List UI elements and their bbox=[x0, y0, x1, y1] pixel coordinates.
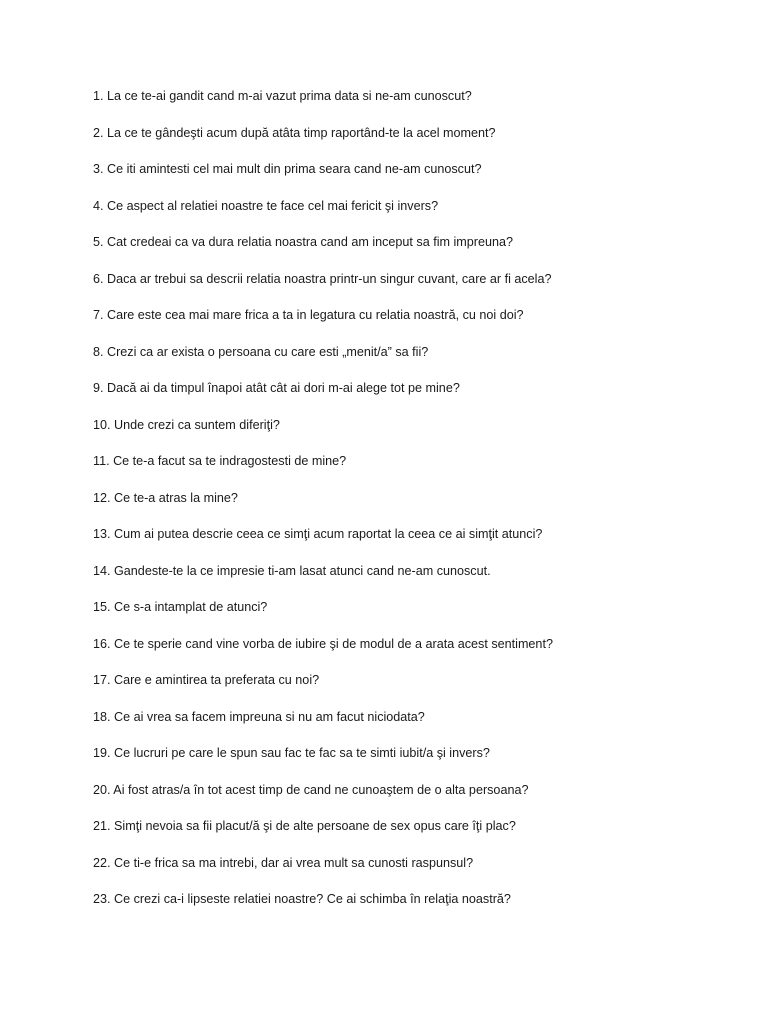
question-item: 20. Ai fost atras/a în tot acest timp de cand ne cunoaştem de o alta persoana? bbox=[93, 782, 529, 797]
question-item: 22. Ce ti-e frica sa ma intrebi, dar ai vrea mult sa cunosti raspunsul? bbox=[93, 855, 474, 870]
question-item: 18. Ce ai vrea sa facem impreuna si nu am facut niciodata? bbox=[93, 709, 425, 724]
question-item: 23. Ce crezi ca-i lipseste relatiei noastre? Ce ai schimba în relaţia noastră? bbox=[93, 892, 511, 906]
question-item: 10. Unde crezi ca suntem diferiţi? bbox=[93, 417, 280, 432]
question-item: 19. Ce lucruri pe care le spun sau fac te fac sa te simti iubit/a şi invers? bbox=[93, 746, 490, 760]
question-item: 17. Care e amintirea ta preferata cu noi? bbox=[93, 673, 320, 687]
question-item: 8. Crezi ca ar exista o persoana cu care esti „menit/a” sa fii? bbox=[93, 344, 429, 359]
question-item: 2. La ce te gândeşti acum după atâta timp raportând-te la acel moment? bbox=[93, 125, 496, 140]
question-item: 14. Gandeste-te la ce impresie ti-am lasat atunci cand ne-am cunoscut. bbox=[93, 563, 491, 578]
question-item: 12. Ce te-a atras la mine? bbox=[93, 490, 238, 505]
question-item: 9. Dacă ai da timpul înapoi atât cât ai dori m-ai alege tot pe mine? bbox=[93, 381, 460, 395]
question-item: 1. La ce te-ai gandit cand m-ai vazut prima data si ne-am cunoscut? bbox=[93, 89, 472, 103]
question-item: 6. Daca ar trebui sa descrii relatia noastra printr-un singur cuvant, care ar fi acela? bbox=[93, 271, 552, 286]
question-item: 11. Ce te-a facut sa te indragostesti de mine? bbox=[93, 454, 347, 468]
question-list bbox=[93, 87, 733, 927]
question-item: 21. Simţi nevoia sa fii placut/ă şi de alte persoane de sex opus care îţi plac? bbox=[93, 819, 516, 833]
question-item: 5. Cat credeai ca va dura relatia noastra cand am inceput sa fim impreuna? bbox=[93, 235, 514, 249]
question-item: 13. Cum ai putea descrie ceea ce simţi acum raportat la ceea ce ai simţit atunci? bbox=[93, 527, 543, 541]
question-item: 4. Ce aspect al relatiei noastre te face cel mai fericit şi invers? bbox=[93, 198, 439, 213]
question-item: 7. Care este cea mai mare frica a ta in legatura cu relatia noastră, cu noi doi? bbox=[93, 308, 524, 322]
question-item: 15. Ce s-a intamplat de atunci? bbox=[93, 600, 268, 614]
question-item: 3. Ce iti amintesti cel mai mult din prima seara cand ne-am cunoscut? bbox=[93, 162, 482, 176]
question-item: 16. Ce te sperie cand vine vorba de iubire şi de modul de a arata acest sentiment? bbox=[93, 636, 553, 651]
